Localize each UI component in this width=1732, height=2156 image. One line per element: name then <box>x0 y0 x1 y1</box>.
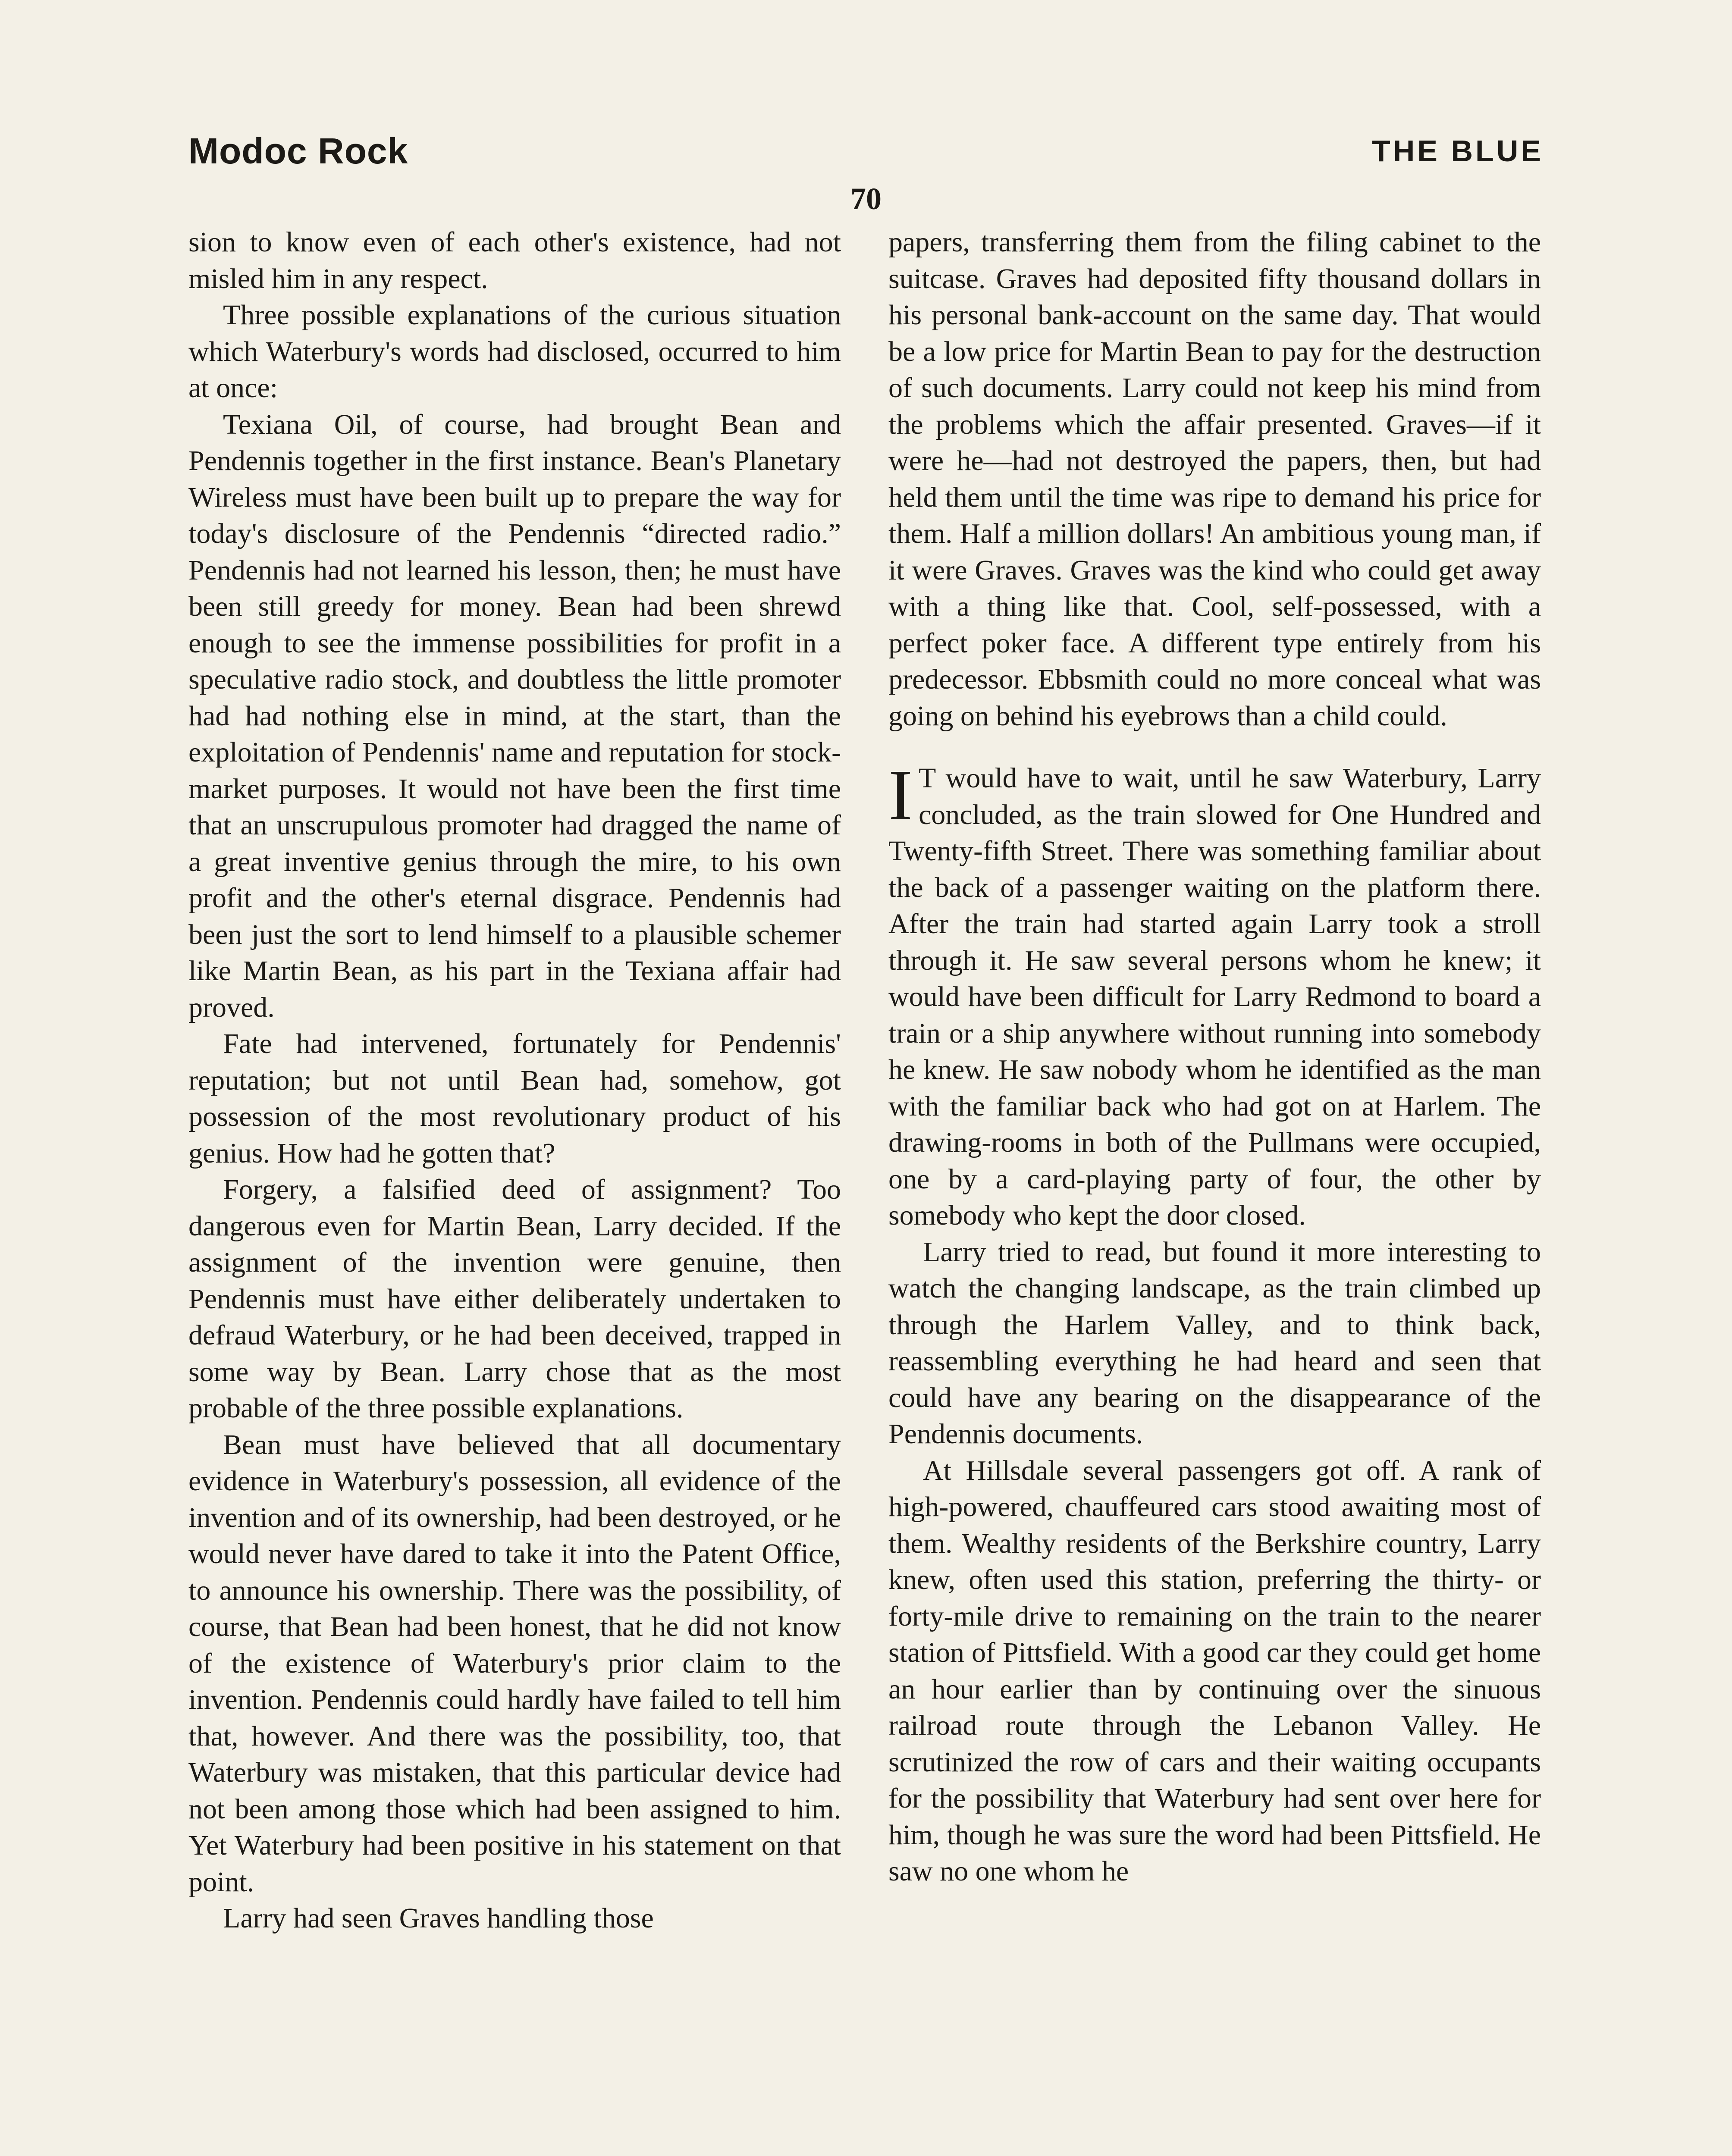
page-header <box>188 130 1544 182</box>
left-column <box>188 224 841 2156</box>
paragraph: Texiana Oil, of course, had brought Bean and Pendennis together in the first instance. Bean's Planetary Wireless must have been built up to prepare the way for today's disclosure of the Pendennis “directed radio.” Pendennis had not learned his lesson, then; he must have been still greedy for money. Bean had been shrewd enough to see the immense possibilities for profit in a speculative radio stock, and doubtless the little promoter had had nothing else in mind, at the start, than the exploitation of Pendennis' name and reputation for stock-market purposes. It would not have been the first time that an unscrupulous promoter had dragged the name of a great inventive genius through the mire, to his own profit and the other's eternal disgrace. Pendennis had been just the sort to lend himself to a plausible schemer like Martin Bean, as his part in the Texiana affair had proved. <box>188 408 841 1023</box>
paragraph: Bean must have believed that all documentary evidence in Waterbury's possession, all evidence of the invention and of its ownership, had been destroyed, or he would never have dared to take it into the Patent Office, to announce his ownership. There was the possibility, of course, that Bean had been honest, that he did not know of the existence of Waterbury's prior claim to the invention. Pendennis could hardly have failed to tell him that, however. And there was the possibility, too, that Waterbury was mistaken, that this particular device had not been among those which had been assigned to him. Yet Waterbury had been positive in his statement on that point. <box>188 1429 841 1898</box>
paragraph: Larry tried to read, but found it more interesting to watch the changing landscape, as the train climbed up through the Harlem Valley, and to think back, reassembling everything he had heard and seen that could have any bearing on the disappearance of the Pendennis documents. <box>888 1236 1541 1450</box>
right-column <box>888 224 1541 2156</box>
paragraph: Larry had seen Graves handling those <box>223 1902 654 1934</box>
page-number: 70 <box>850 182 882 216</box>
paragraph-text: T would have to wait, until he saw Waterbury, Larry concluded, as the train slowed for One Hundred and Twenty-fifth Street. There was something familiar about the back of a passenger waiting on the platform there. After the train had started again Larry took a stroll through it. He saw several persons whom he knew; it would have been difficult for Larry Redmond to board a train or a ship anywhere without running into somebody he knew. He saw nobody whom he identified as the man with the familiar back who had got on at Harlem. The drawing-rooms in both of the Pullmans were occupied, one by a card-playing party of four, the other by somebody who kept the door closed. <box>888 762 1541 1231</box>
paragraph: Forgery, a falsified deed of assignment? Too dangerous even for Martin Bean, Larry decided. If the assignment of the invention were genuine, then Pendennis must have either deliberately undertaken to defraud Waterbury, or he had been deceived, trapped in some way by Bean. Larry chose that as the most probable of the three possible explanations. <box>188 1174 841 1424</box>
section-start-paragraph <box>888 755 1541 1234</box>
running-title-right: THE BLUE <box>1372 134 1544 168</box>
running-title-left: Modoc Rock <box>188 131 408 171</box>
paragraph: Fate had intervened, fortunately for Pendennis' reputation; but not until Bean had, somehow, got possession of the most revolutionary product of his genius. How had he gotten that? <box>188 1028 841 1169</box>
drop-cap: I <box>888 755 913 835</box>
paragraph: At Hillsdale several passengers got off. A rank of high-powered, chauffeured cars stood awaiting most of them. Wealthy residents of the Berkshire country, Larry knew, often used this station, preferring the thirty- or forty-mile drive to remaining on the train to the nearer station of Pittsfield. With a good car they could get home an hour earlier than by continuing over the sinuous railroad route through the Lebanon Valley. He scrutinized the row of cars and their waiting occupants for the possibility that Waterbury had sent over here for him, though he was sure the word had been Pittsfield. He saw no one whom he <box>888 1454 1541 1887</box>
paragraph: papers, transferring them from the filing cabinet to the suitcase. Graves had deposited fifty thousand dollars in his personal bank-account on the same day. That would be a low price for Martin Bean to pay for the destruction of such documents. Larry could not keep his mind from the problems which the affair presented. Graves—if it were he—had not destroyed the papers, then, but had held them until the time was ripe to demand his price for them. Half a million dollars! An ambitious young man, if it were Graves. Graves was the kind who could get away with a thing like that. Cool, self-possessed, with a perfect poker face. A different type entirely from his predecessor. Ebbsmith could no more conceal what was going on behind his eyebrows than a child could. <box>888 226 1541 732</box>
paragraph: sion to know even of each other's existence, had not misled him in any respect. <box>188 226 841 295</box>
paragraph: Three possible explanations of the curious situation which Waterbury's words had disclosed, occurred to him at once: <box>188 299 841 404</box>
